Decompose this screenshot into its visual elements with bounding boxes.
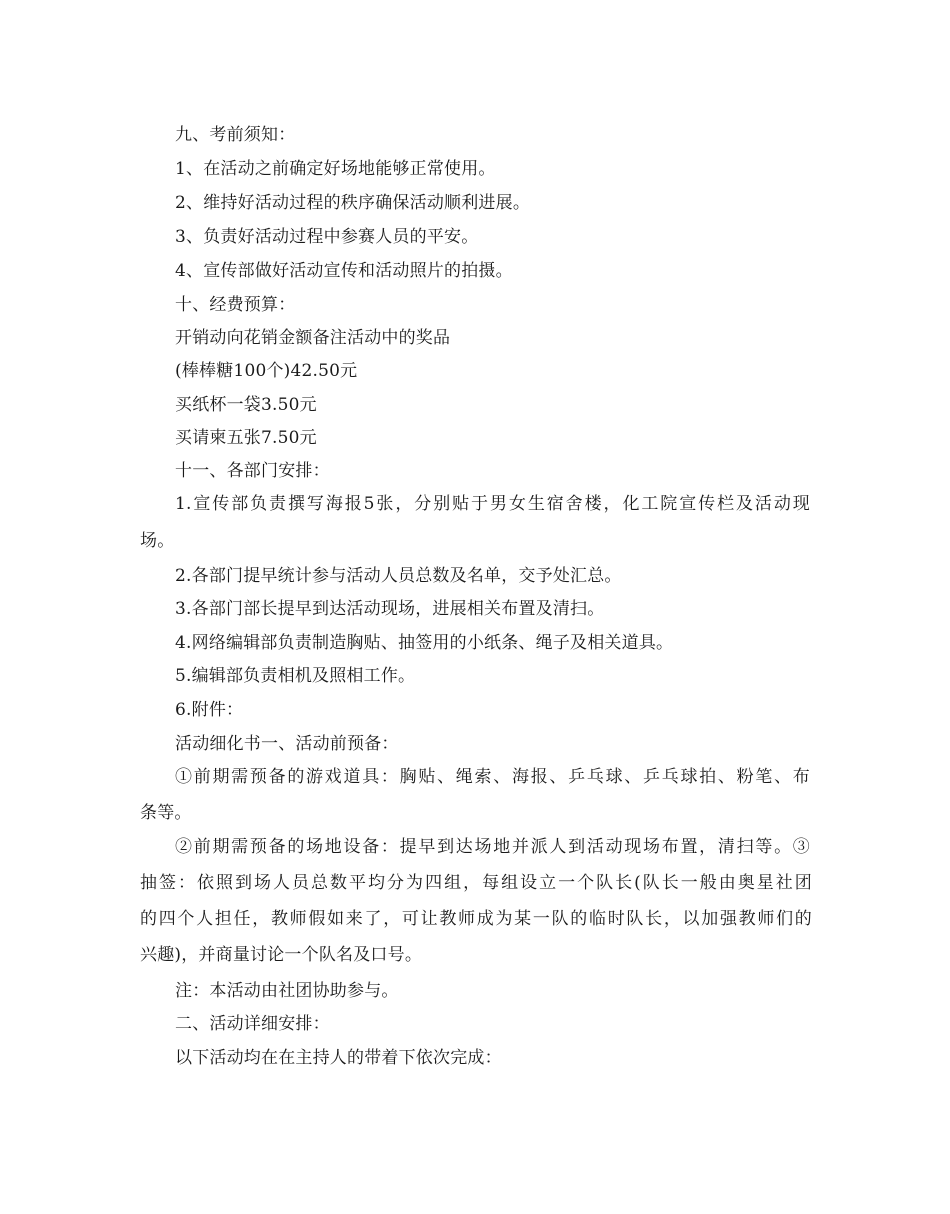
paragraph-line: 2、维持好活动过程的秩序确保活动顺利进展。 [175, 193, 531, 213]
paragraph-line: 4.网络编辑部负责制造胸贴、抽签用的小纸条、绳子及相关道具。 [175, 633, 674, 653]
heading-exam-notes: 九、考前须知： [175, 125, 296, 145]
paragraph-line: 1、在活动之前确定好场地能够正常使用。 [175, 159, 496, 179]
paragraph-line: 条等。 [140, 803, 192, 823]
paragraph-line: 3.各部门部长提早到达活动现场，进展相关布置及清扫。 [175, 599, 605, 619]
note-line: 注：本活动由社团协助参与。 [175, 981, 399, 1001]
paragraph-line: 6.附件： [175, 700, 244, 720]
paragraph-line: ②前期需预备的场地设备：提早到达场地并派人到活动现场布置，清扫等。③ [175, 837, 810, 857]
heading-activity-detail: 活动细化书一、活动前预备： [175, 734, 399, 754]
paragraph-line: 兴趣)，并商量讨论一个队名及口号。 [140, 945, 423, 965]
paragraph-line: 2.各部门提早统计参与活动人员总数及名单，交予处汇总。 [175, 566, 622, 586]
paragraph-line: 4、宣传部做好活动宣传和活动照片的拍摄。 [175, 261, 513, 281]
paragraph-line: 5.编辑部负责相机及照相工作。 [175, 666, 416, 686]
paragraph-line: 以下活动均在在主持人的带着下依次完成： [175, 1048, 502, 1068]
heading-activity-arrangement: 二、活动详细安排： [175, 1014, 330, 1034]
paragraph-line: 1.宣传部负责撰写海报5张，分别贴于男女生宿舍楼，化工院宣传栏及活动现 [175, 494, 810, 514]
paragraph-line: 场。 [140, 531, 175, 551]
budget-header-line: 开销动向花销金额备注活动中的奖品 [175, 328, 451, 348]
budget-item: 买纸杯一袋3.50元 [175, 395, 317, 415]
paragraph-line: 的四个人担任，教师假如来了，可让教师成为某一队的临时队长，以加强教师们的 [140, 909, 812, 929]
paragraph-line: 抽签：依照到场人员总数平均分为四组，每组设立一个队长(队长一般由奥星社团 [140, 873, 812, 893]
heading-department-arrangement: 十一、各部门安排： [175, 461, 330, 481]
budget-item: (棒棒糖100个)42.50元 [175, 361, 358, 381]
paragraph-line: ①前期需预备的游戏道具：胸贴、绳索、海报、乒乓球、乒乓球拍、粉笔、布 [175, 767, 810, 787]
budget-item: 买请柬五张7.50元 [175, 428, 317, 448]
paragraph-line: 3、负责好活动过程中参赛人员的平安。 [175, 227, 479, 247]
heading-budget: 十、经费预算： [175, 295, 296, 315]
